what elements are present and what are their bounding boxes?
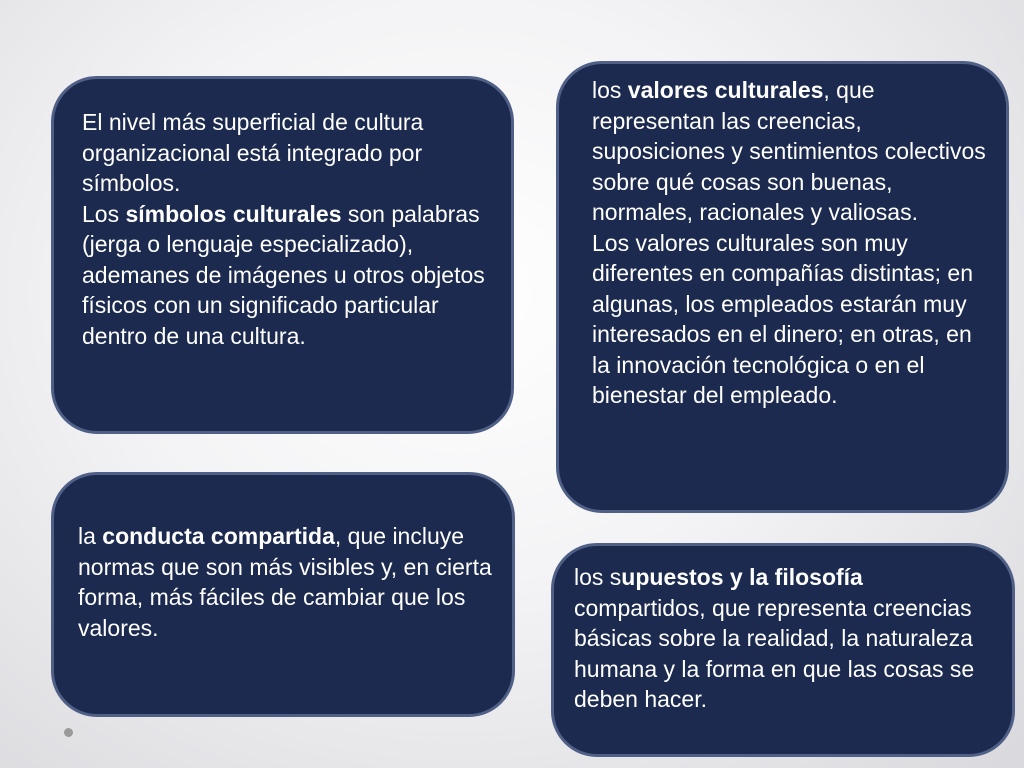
simbolos-pre: Los	[82, 200, 126, 227]
simbolos-bold-term: símbolos culturales	[125, 200, 342, 227]
valores-definition-text	[592, 75, 990, 228]
card-simbolos-culturales	[51, 76, 514, 434]
simbolos-intro-text: El nivel más superficial de cultura organizacional está integrado por símbolos.	[82, 109, 424, 196]
simbolos-definition-text	[82, 199, 491, 352]
conducta-pre: la	[78, 523, 103, 549]
card-valores-culturales	[556, 61, 1009, 513]
conducta-bold-term: conducta compartida	[102, 523, 335, 549]
supuestos-post: compartidos, que representa creencias básicas sobre la realidad, la naturaleza humana y la forma en que las cosas se deben hacer.	[574, 594, 975, 712]
valores-pre: los	[592, 77, 628, 103]
card-supuestos-filosofia	[551, 543, 1015, 757]
valores-second-text: Los valores culturales son muy diferentes en compañías distintas; en algunas, los empleados estarán muy interesados en el dinero; en otras, en la innovación tecnológica o en el bienestar del empleado.	[592, 229, 974, 408]
supuestos-pre: los s	[574, 564, 622, 590]
slide-bullet-dot-icon	[64, 728, 73, 737]
supuestos-definition-text	[574, 562, 996, 715]
valores-bold-term: valores culturales	[627, 77, 824, 103]
conducta-definition-text	[78, 521, 492, 643]
simbolos-post: son palabras (jerga o lenguaje especializado), ademanes de imágenes u otros objetos físicos con un significado particular dentro de una cultura.	[82, 200, 485, 349]
card-conducta-compartida	[51, 472, 515, 717]
valores-post: , que representan las creencias, suposiciones y sentimientos colectivos sobre qué cosas son buenas, normales, racionales y valiosas.	[592, 77, 986, 225]
supuestos-bold-term: upuestos y la filosofía	[621, 564, 863, 590]
conducta-post: , que incluye normas que son más visibles y, en cierta forma, más fáciles de cambiar que los valores.	[78, 523, 492, 641]
